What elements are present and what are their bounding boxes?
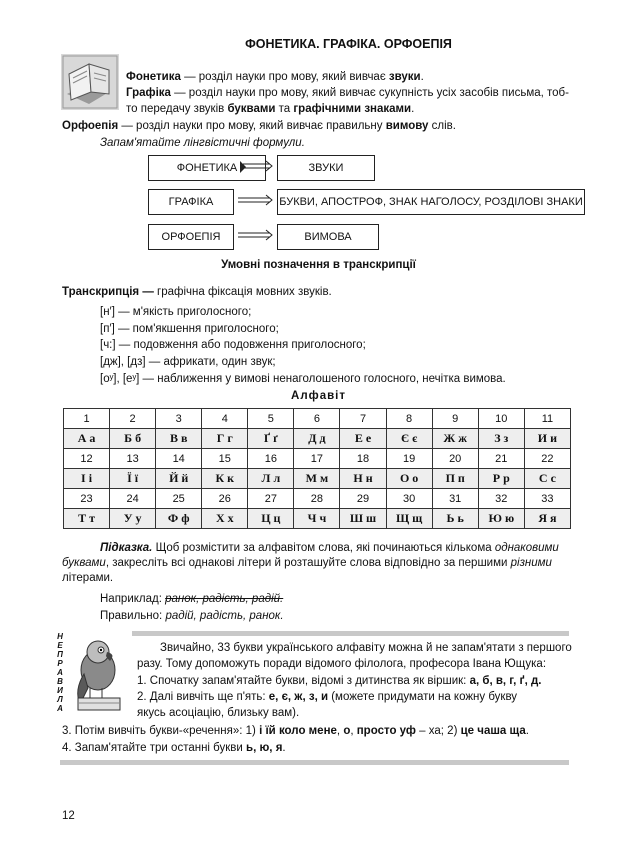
alphabet-letter-cell: Х х (202, 509, 248, 529)
alphabet-number-cell: 27 (248, 489, 294, 509)
alphabet-letter-cell: О о (386, 469, 432, 489)
alphabet-number-cell: 17 (294, 449, 340, 469)
alphabet-letter-cell: З з (478, 429, 524, 449)
alphabet-letter-cell: Ж ж (432, 429, 478, 449)
alphabet-number-cell: 25 (156, 489, 202, 509)
alphabet-letter-cell: Щ щ (386, 509, 432, 529)
hint-correct: Правильно: радій, радість, ранок. (100, 610, 284, 622)
rules-top-bar (132, 631, 569, 636)
hint-example: Наприклад: ранок, радість, радій. (100, 593, 284, 605)
alphabet-letter-row (64, 469, 571, 489)
transcription-heading: Умовні позначення в транскрипції (221, 259, 416, 271)
alphabet-letter-cell: Г г (202, 429, 248, 449)
alphabet-number-cell: 20 (432, 449, 478, 469)
alphabet-letter-cell: Я я (524, 509, 570, 529)
alphabet-table (63, 408, 571, 529)
rules-step-2: 2. Далі вивчіть ще п'ять: е, є, ж, з, и (можете придумати на кожну букву (137, 691, 518, 703)
alphabet-number-cell: 7 (340, 409, 386, 429)
alphabet-number-cell: 9 (432, 409, 478, 429)
alphabet-number-cell: 1 (64, 409, 110, 429)
alphabet-number-cell: 16 (248, 449, 294, 469)
rules-step-1: 1. Спочатку запам'ятайте букви, відомі з дитинства як віршик: а, б, в, г, ґ, д. (137, 675, 542, 687)
remember-formulas-note: Запам'ятайте лінгвістичні формули. (100, 137, 305, 149)
transcription-definition: Транскрипція — графічна фіксація мовних звуків. (62, 286, 332, 298)
alphabet-title: Алфавіт (291, 390, 346, 402)
alphabet-number-cell: 18 (340, 449, 386, 469)
alphabet-number-cell: 19 (386, 449, 432, 469)
alphabet-number-cell: 30 (386, 489, 432, 509)
alphabet-letter-cell: У у (110, 509, 156, 529)
alphabet-letter-row (64, 429, 571, 449)
rules-step-3: 3. Потім вивчіть букви-«речення»: 1) і їй коло мене, о, просто уф – ха; 2) це чаша ща. (62, 725, 529, 737)
alphabet-number-cell: 26 (202, 489, 248, 509)
alphabet-number-cell: 21 (478, 449, 524, 469)
graphics-definition: Графіка — розділ науки про мову, який вивчає сукупність усіх засобів письма, тоб- (126, 87, 569, 99)
alphabet-letter-cell: Е е (340, 429, 386, 449)
alphabet-letter-cell: І і (64, 469, 110, 489)
alphabet-number-row (64, 409, 571, 429)
alphabet-number-cell: 29 (340, 489, 386, 509)
alphabet-letter-row (64, 509, 571, 529)
symbol-soft: [н′] — м'якість приголосного; (100, 306, 252, 318)
alphabet-number-cell: 28 (294, 489, 340, 509)
alphabet-number-cell: 23 (64, 489, 110, 509)
formula-left-orthoepy: ОРФОЕПІЯ (148, 224, 234, 250)
graphics-definition-cont: то передачу звуків буквами та графічними знаками. (126, 103, 415, 115)
page-number: 12 (62, 810, 75, 822)
hint-paragraph: Підказка. Щоб розмістити за алфавітом слова, які починаються кількома однаковими буквами, закресліть всі однакові літери й розташуйте слова відповідно за першими різними літерами. (62, 542, 559, 584)
rules-intro-line1: Звичайно, 33 букви українського алфавіту можна й не запам'ятати з першого (160, 642, 572, 654)
alphabet-letter-cell: Н н (340, 469, 386, 489)
alphabet-letter-cell: Ю ю (478, 509, 524, 529)
alphabet-number-cell: 33 (524, 489, 570, 509)
alphabet-number-cell: 3 (156, 409, 202, 429)
alphabet-number-cell: 14 (156, 449, 202, 469)
alphabet-letter-cell: Ґ ґ (248, 429, 294, 449)
alphabet-letter-cell: К к (202, 469, 248, 489)
alphabet-number-cell: 2 (110, 409, 156, 429)
formula-right-letters: БУКВИ, АПОСТРОФ, ЗНАК НАГОЛОСУ, РОЗДІЛОВІ ЗНАКИ (277, 189, 585, 215)
alphabet-number-cell: 8 (386, 409, 432, 429)
rules-step-2-cont: якусь асоціацію, близьку вам). (137, 707, 300, 719)
alphabet-letter-cell: В в (156, 429, 202, 449)
alphabet-letter-cell: И и (524, 429, 570, 449)
alphabet-number-cell: 22 (524, 449, 570, 469)
alphabet-letter-cell: Д д (294, 429, 340, 449)
rules-intro-line2: разу. Тому допоможуть поради відомого філолога, професора Івана Ющука: (137, 658, 547, 670)
alphabet-letter-cell: П п (432, 469, 478, 489)
alphabet-number-cell: 13 (110, 449, 156, 469)
alphabet-number-cell: 10 (478, 409, 524, 429)
alphabet-letter-cell: Ц ц (248, 509, 294, 529)
alphabet-letter-cell: Ь ь (432, 509, 478, 529)
rules-bottom-bar (60, 760, 569, 765)
alphabet-number-cell: 32 (478, 489, 524, 509)
symbol-softening: [п′] — пом'якшення приголосного; (100, 323, 279, 335)
alphabet-letter-cell: А а (64, 429, 110, 449)
alphabet-number-cell: 6 (294, 409, 340, 429)
alphabet-number-cell: 11 (524, 409, 570, 429)
parrot-illustration (60, 630, 126, 720)
symbol-affricates: [дж], [дз] — африкати, один звук; (100, 356, 276, 368)
alphabet-letter-cell: Р р (478, 469, 524, 489)
formula-left-graphics: ГРАФІКА (148, 189, 234, 215)
alphabet-number-cell: 15 (202, 449, 248, 469)
alphabet-letter-cell: Ч ч (294, 509, 340, 529)
alphabet-letter-cell: Ш ш (340, 509, 386, 529)
side-label-vertical: НЕПРАВИЛА (57, 632, 63, 713)
alphabet-letter-cell: Ї ї (110, 469, 156, 489)
alphabet-number-cell: 24 (110, 489, 156, 509)
alphabet-number-cell: 4 (202, 409, 248, 429)
symbol-approximation: [оʸ], [еʸ] — наближення у вимові ненаголошеного голосного, нечітка вимова. (100, 373, 506, 385)
alphabet-letter-cell: С с (524, 469, 570, 489)
alphabet-number-cell: 31 (432, 489, 478, 509)
alphabet-letter-cell: Є є (386, 429, 432, 449)
formula-right-sounds: ЗВУКИ (277, 155, 375, 181)
phonetics-definition: Фонетика — розділ науки про мову, який вивчає звуки. (126, 71, 424, 83)
alphabet-letter-cell: Л л (248, 469, 294, 489)
page-title: ФОНЕТИКА. ГРАФІКА. ОРФОЕПІЯ (245, 37, 452, 51)
formula-arrows (0, 0, 617, 260)
alphabet-letter-cell: М м (294, 469, 340, 489)
formula-right-pronunciation: ВИМОВА (277, 224, 379, 250)
alphabet-letter-cell: Й й (156, 469, 202, 489)
alphabet-letter-cell: Б б (110, 429, 156, 449)
alphabet-number-row (64, 449, 571, 469)
rules-step-4: 4. Запам'ятайте три останні букви ь, ю, я. (62, 742, 286, 754)
alphabet-number-cell: 5 (248, 409, 294, 429)
alphabet-letter-cell: Ф ф (156, 509, 202, 529)
orthoepy-definition: Орфоепія — розділ науки про мову, який вивчає правильну вимову слів. (62, 120, 456, 132)
alphabet-letter-cell: Т т (64, 509, 110, 529)
alphabet-number-cell: 12 (64, 449, 110, 469)
alphabet-number-row (64, 489, 571, 509)
formula-left-phonetics: ФОНЕТИКА (148, 155, 266, 181)
symbol-lengthening: [ч:] — подовження або подовження приголосного; (100, 339, 366, 351)
